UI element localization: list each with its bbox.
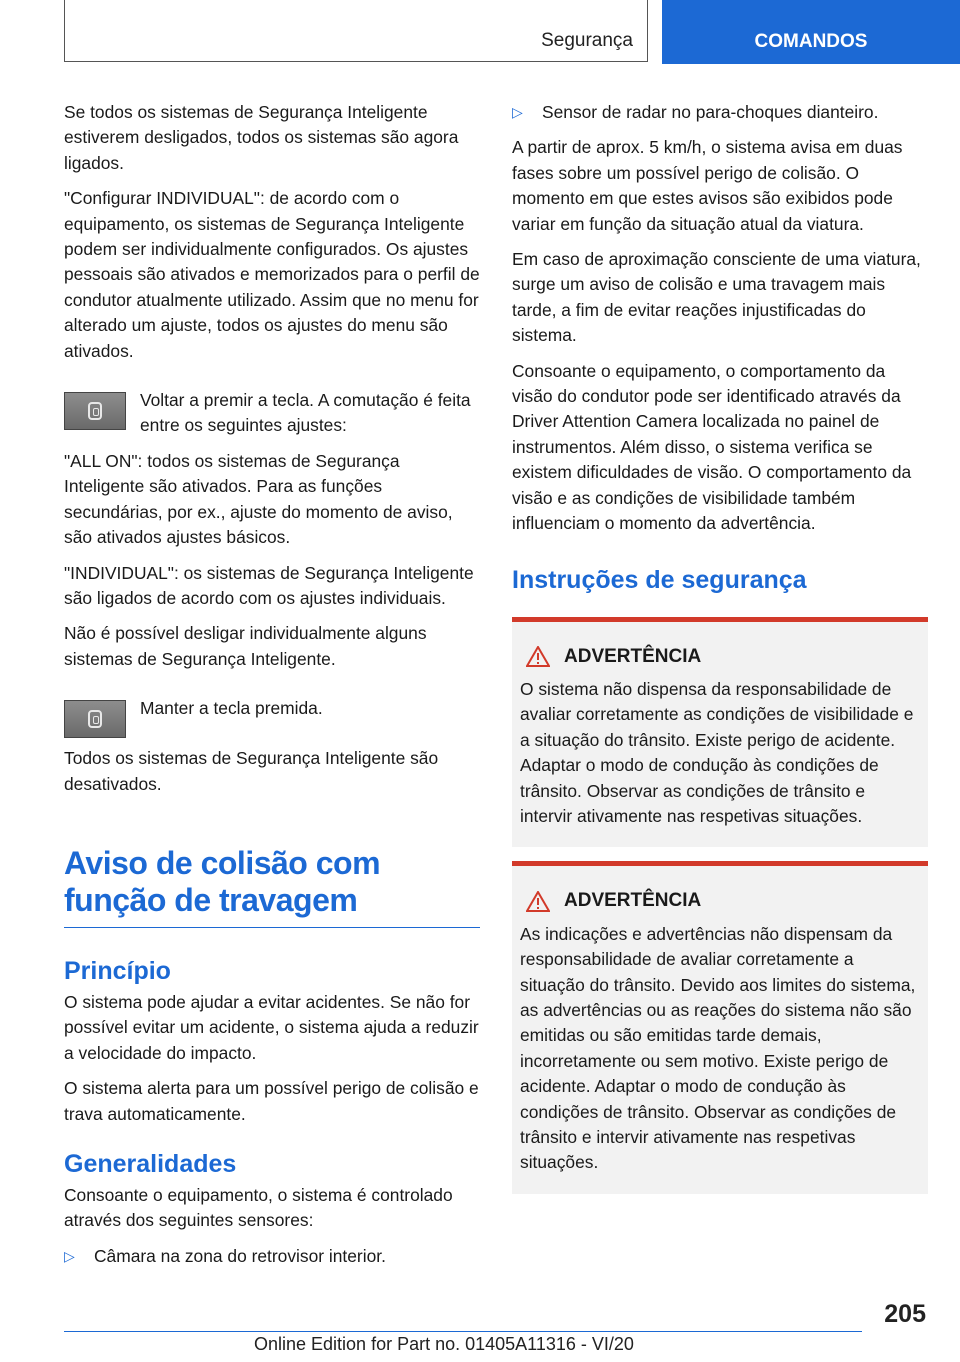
paragraph: "INDIVIDUAL": os sistemas de Segurança Inteligente são ligados de acordo com os ajustes individuais.	[64, 562, 474, 608]
paragraph: A partir de aprox. 5 km/h, o sistema avisa em duas fases sobre um possível perigo de colisão. O momento em que estes avisos são exibidos pode variar em função da situação atual da viatura.	[512, 137, 903, 234]
left-column	[64, 100, 480, 1279]
button-icon	[64, 392, 126, 430]
paragraph: Se todos os sistemas de Segurança Inteligente estiverem desligados, todos os sistemas são agora ligados.	[64, 102, 459, 173]
heading-divider	[64, 927, 480, 928]
subheading-safety: Instruções de segurança	[512, 565, 807, 594]
right-column	[512, 100, 928, 1208]
list-item	[512, 100, 928, 125]
warning-box	[512, 617, 928, 848]
warning-text: O sistema não dispensa da responsabilidade de avaliar corretamente as condições de visibilidade e a situação do trânsito. Existe perigo de acidente. Adaptar o modo de condução às condições de trânsito. Observar as condições de trânsito e intervir ativamente nas respetivas situações.	[520, 678, 914, 826]
subheading-principio: Princípio	[64, 956, 171, 985]
bullet-triangle-icon: ▷	[512, 104, 523, 120]
warning-title	[520, 644, 920, 669]
warning-triangle-icon	[526, 646, 550, 667]
section-heading: Aviso de colisão com função de travagem	[64, 844, 381, 918]
paragraph: O sistema pode ajudar a evitar acidentes. Se não for possível evitar um acidente, o sistema ajuda a reduzir a velocidade do impacto.	[64, 991, 479, 1063]
paragraph: "ALL ON": todos os sistemas de Segurança Inteligente são ativados. Para as funções secundárias, por ex., ajuste do momento de aviso, são ativados ajustes básicos.	[64, 450, 453, 548]
subheading-generalidades: Generalidades	[64, 1149, 237, 1178]
footer-divider	[64, 1331, 862, 1332]
list-item	[64, 1244, 480, 1269]
paragraph: Manter a tecla premida.	[140, 698, 323, 719]
list-item-text: Câmara na zona do retrovisor interior.	[94, 1245, 386, 1266]
paragraph: Todos os sistemas de Segurança Inteligente são desativados.	[64, 748, 439, 794]
button-instruction	[64, 388, 480, 439]
header-tab-label: COMANDOS	[754, 31, 868, 52]
header-tab	[662, 0, 960, 64]
paragraph: Em caso de aproximação consciente de uma viatura, surge um aviso de colisão e uma travagem mais tarde, a fim de evitar reações injustificadas do sistema.	[512, 249, 921, 346]
paragraph: O sistema alerta para um possível perigo de colisão e trava automaticamente.	[64, 1078, 479, 1124]
paragraph: Consoante o equipamento, o sistema é controlado através dos seguintes sensores:	[64, 1184, 453, 1231]
paragraph: "Configurar INDIVIDUAL": de acordo com o equipamento, os sistemas de Segurança Inteligente podem ser individualmente configurados. Os ajustes pessoais são ativados e memorizados para o perfil de condutor atualmente utilizado. Assim que no menu for alterado um ajuste, todos os ajustes do menu são ativados.	[64, 188, 480, 361]
paragraph: Voltar a premir a tecla. A comutação é feita entre os seguintes ajustes:	[140, 390, 471, 436]
button-instruction	[64, 696, 480, 738]
bullet-triangle-icon: ▷	[64, 1247, 75, 1264]
page-number: 205	[884, 1300, 926, 1328]
warning-text: As indicações e advertências não dispensam da responsabilidade de avaliar corretamente a situação do trânsito. Devido aos limites do sistema, as advertências ou as reações do sistema não são emitidas ou são emitidas tarde demais, incorretamente ou sem motivo. Existe perigo de acidente. Adaptar o modo de condução às condições de trânsito. Observar as condições de trânsito e intervir ativamente nas respetivas situações.	[520, 923, 916, 1173]
button-icon	[64, 700, 126, 738]
paragraph: Consoante o equipamento, o comportamento da visão do condutor pode ser identificado através da Driver Attention Camera localizada no painel de instrumentos. Além disso, o sistema verifica se existem dificuldades de visão. O comportamento da visão e as condições de visibilidade também influenciam o momento da advertência.	[512, 360, 912, 534]
warning-box	[512, 861, 928, 1193]
warning-title-text: ADVERTÊNCIA	[564, 890, 702, 912]
paragraph: Não é possível desligar individualmente alguns sistemas de Segurança Inteligente.	[64, 623, 427, 669]
footer-edition: Online Edition for Part no. 01405A11316 - VI/20	[254, 1334, 634, 1354]
warning-triangle-icon	[526, 891, 550, 912]
header-box	[64, 0, 648, 62]
header-section: Segurança	[541, 30, 633, 51]
list-item-text: Sensor de radar no para-choques dianteiro.	[542, 102, 879, 122]
warning-title	[520, 888, 920, 913]
warning-title-text: ADVERTÊNCIA	[564, 645, 702, 667]
